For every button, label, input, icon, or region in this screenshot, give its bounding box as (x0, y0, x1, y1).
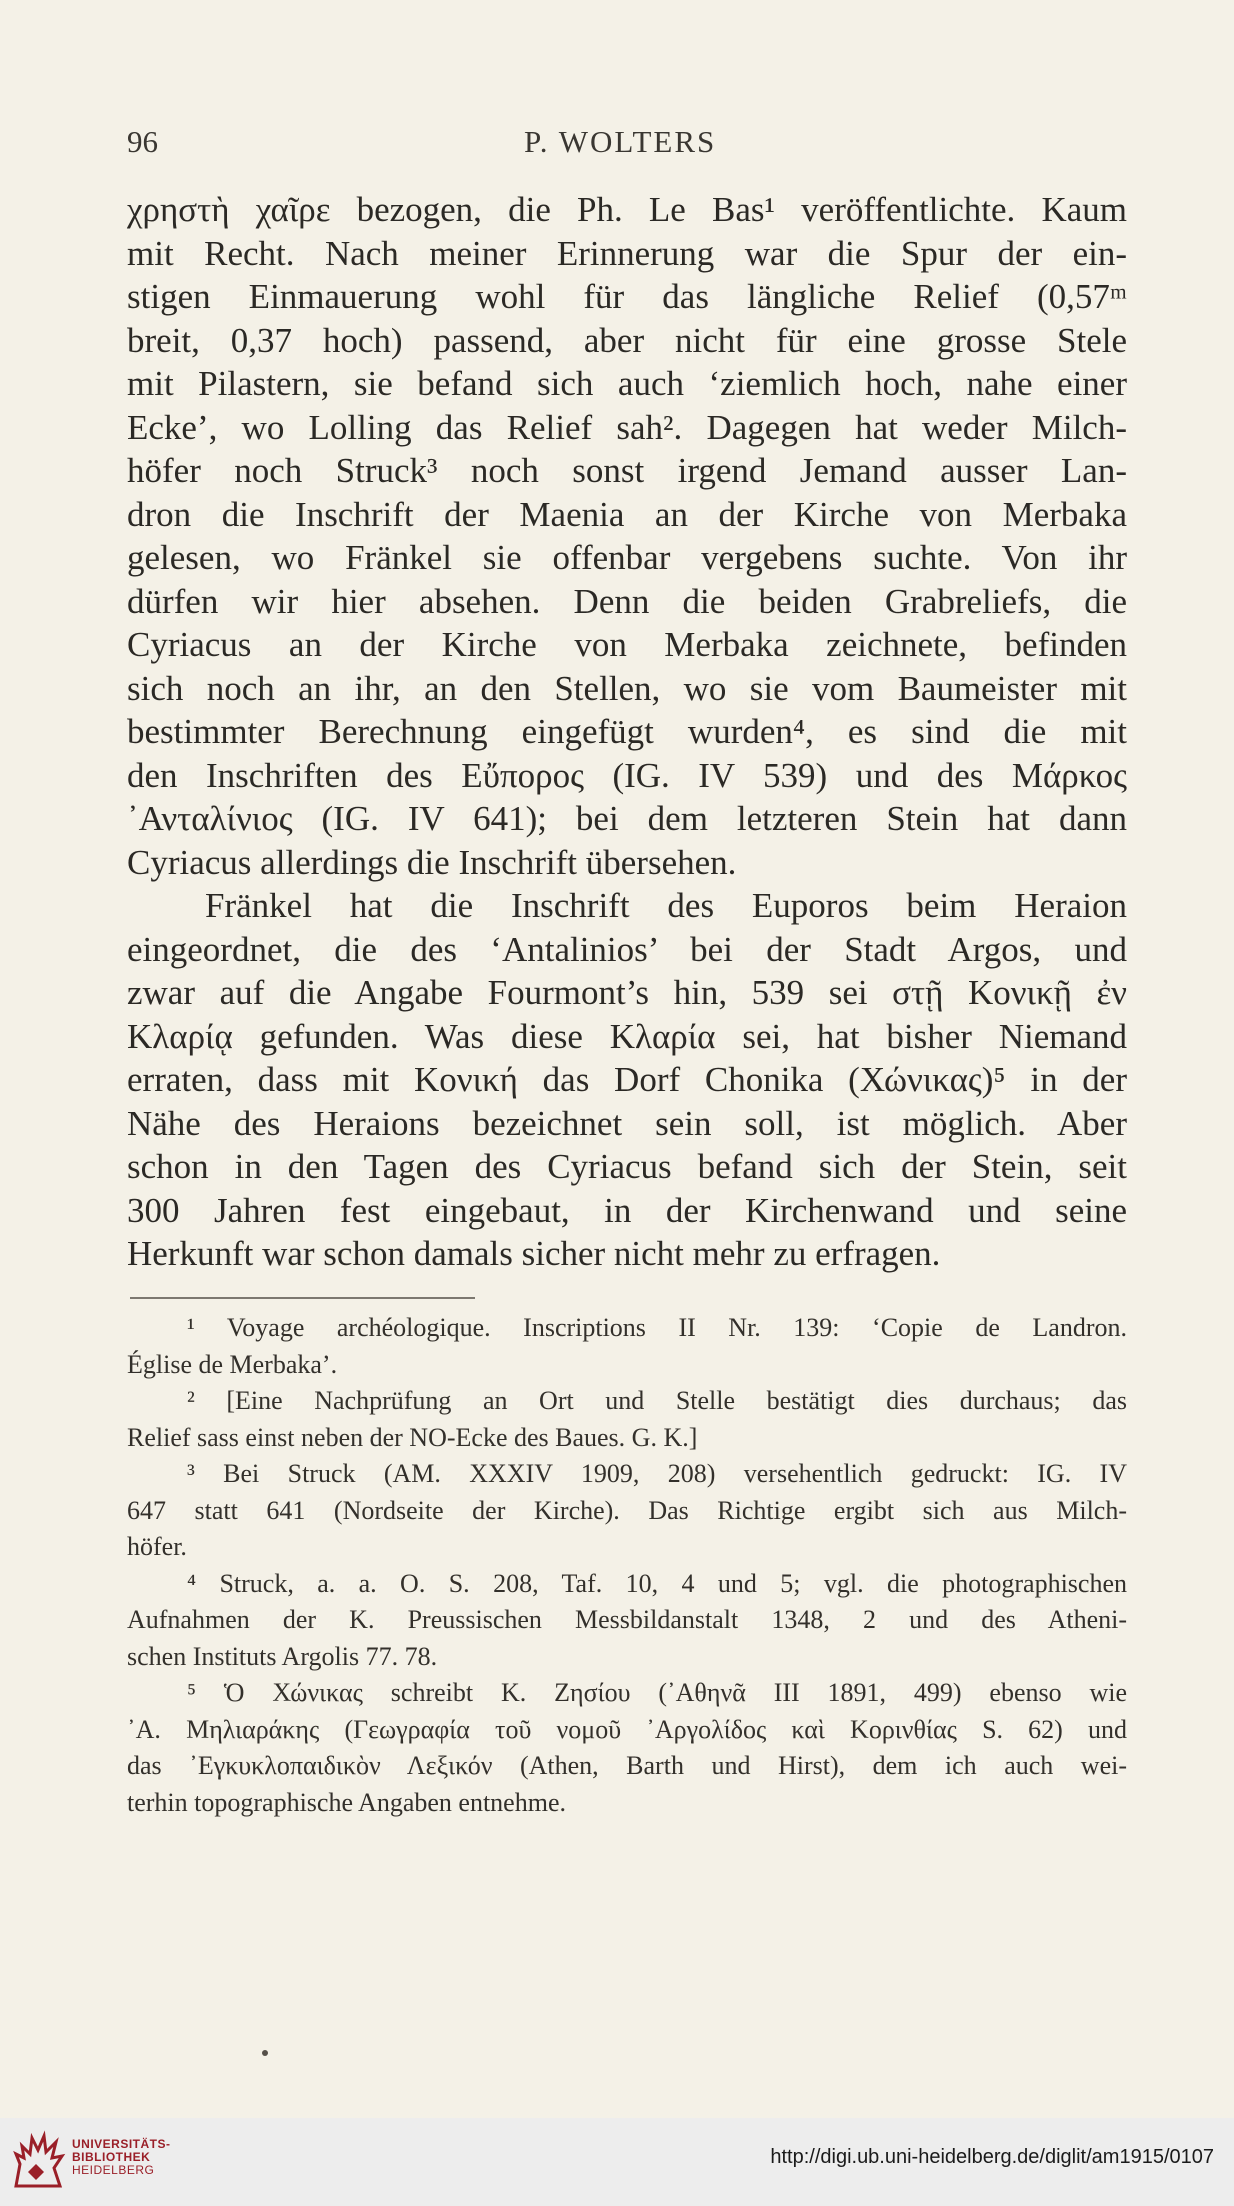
footnote-line: Aufnahmen der K. Preussischen Messbildanstalt 1348, 2 und des Atheni- (127, 1605, 1127, 1634)
footnote-line: 647 statt 641 (Nordseite der Kirche). Das Richtige ergibt sich aus Milch- (127, 1495, 1127, 1525)
footnote-line: schen Instituts Argolis 77. 78. (127, 1641, 438, 1671)
footnote-line: ¹ Voyage archéologique. Inscriptions II Nr. 139: ‘Copie de Landron. (187, 1313, 1127, 1342)
text-line: mit Recht. Nach meiner Erinnerung war die Spur der ein- (127, 233, 1127, 273)
body-text (127, 188, 1127, 1276)
scan-speck (262, 2050, 268, 2056)
footnote-3 (127, 1456, 1127, 1566)
text-line: dürfen wir hier absehen. Denn die beiden Grabreliefs, die (127, 581, 1127, 621)
text-line: Cyriacus an der Kirche von Merbaka zeichnete, befinden (127, 625, 1127, 664)
text-line: Ecke’, wo Lolling das Relief sah². Dagegen hat weder Milch- (127, 407, 1127, 447)
library-name-line: UNIVERSITÄTS- (72, 2137, 171, 2151)
paragraph-2 (127, 884, 1127, 1276)
footnote-line: höfer. (127, 1532, 187, 1561)
footnote-4 (127, 1566, 1127, 1676)
paragraph-1 (127, 188, 1127, 884)
text-line: Fränkel hat die Inschrift des Euporos beim Heraion (205, 886, 1127, 925)
page-number: 96 (127, 124, 158, 159)
library-name-line: BIBLIOTHEK (72, 2150, 151, 2164)
footnote-line: ᾿Α. Μηλιαράκης (Γεωγραφία τοῦ νομοῦ ᾿Αργολίδος καὶ Κορινθίας S. 62) und (127, 1714, 1127, 1744)
footnote-line: terhin topographische Angaben entnehme. (127, 1787, 566, 1817)
footnote-line: ² [Eine Nachprüfung an Ort und Stelle bestätigt dies durchaus; das (187, 1386, 1127, 1415)
footnotes (127, 1310, 1127, 1821)
footnote-line: ⁴ Struck, a. a. O. S. 208, Taf. 10, 4 und 5; vgl. die photographischen (187, 1568, 1127, 1598)
text-line: mit Pilastern, sie befand sich auch ‘ziemlich hoch, nahe einer (127, 364, 1127, 403)
text-line: χρηστὴ χαῖρε bezogen, die Ph. Le Bas¹ veröffentlichte. Kaum (127, 190, 1127, 229)
footnote-2 (127, 1383, 1127, 1456)
text-line: bestimmter Berechnung eingefügt wurden⁴, es sind die mit (127, 712, 1127, 751)
text-line: ᾿Ανταλίνιος (IG. IV 641); bei dem letzteren Stein hat dann (127, 799, 1127, 838)
footnote-separator (130, 1297, 475, 1299)
text-line: 300 Jahren fest eingebaut, in der Kirchenwand und seine (127, 1190, 1127, 1230)
text-line: eingeordnet, die des ‘Antalinios’ bei der Stadt Argos, und (127, 929, 1127, 969)
text-line: den Inschriften des Εὔπορος (IG. IV 539) und des Μάρκος (127, 755, 1127, 795)
text-line: erraten, dass mit Κονική das Dorf Chonika (Χώνικας)⁵ in der (127, 1060, 1127, 1099)
text-line: höfer noch Struck³ noch sonst irgend Jemand ausser Lan- (127, 451, 1127, 490)
footnote-line: Relief sass einst neben der NO-Ecke des Baues. G. K.] (127, 1422, 698, 1452)
footnote-line: Église de Merbaka’. (127, 1349, 338, 1379)
library-name (72, 2138, 171, 2177)
footnote-line: ⁵ Ὁ Χώνικας schreibt K. Ζησίου (᾿Αθηνᾶ III 1891, 499) ebenso wie (187, 1678, 1127, 1707)
text-line: Cyriacus allerdings die Inschrift übersehen. (127, 842, 737, 882)
footer-bar (0, 2118, 1234, 2206)
library-name-line: HEIDELBERG (72, 2163, 155, 2177)
text-line: breit, 0,37 hoch) passend, aber nicht für eine grosse Stele (127, 320, 1127, 360)
text-line: sich noch an ihr, an den Stellen, wo sie vom Baumeister mit (127, 668, 1127, 708)
footnote-1 (127, 1310, 1127, 1383)
text-line: stigen Einmauerung wohl für das längliche Relief (0,57ᵐ (127, 277, 1127, 316)
text-line: Herkunft war schon damals sicher nicht mehr zu erfragen. (127, 1234, 941, 1273)
text-line: Nähe des Heraions bezeichnet sein soll, ist möglich. Aber (127, 1103, 1127, 1143)
text-line: schon in den Tagen des Cyriacus befand sich der Stein, seit (127, 1147, 1127, 1186)
source-url-link[interactable]: http://digi.ub.uni-heidelberg.de/diglit/am1915/0107 (770, 2146, 1214, 2168)
text-line: zwar auf die Angabe Fourmont’s hin, 539 sei στῇ Κονικῇ ἐν (127, 973, 1127, 1012)
text-line: dron die Inschrift der Maenia an der Kirche von Merbaka (127, 494, 1127, 534)
running-head: P. WOLTERS (524, 124, 717, 159)
footnote-line: ³ Bei Struck (AM. XXXIV 1909, 208) versehentlich gedruckt: IG. IV (187, 1459, 1127, 1488)
footnote-line: das ᾿Εγκυκλοπαιδικὸν Λεξικόν (Athen, Barth und Hirst), dem ich auch wei- (127, 1751, 1127, 1780)
text-line: gelesen, wo Fränkel sie offenbar vergebens suchte. Von ihr (127, 538, 1127, 577)
page-header (127, 124, 1127, 164)
text-line: Κλαρίᾳ gefunden. Was diese Κλαρία sei, hat bisher Niemand (127, 1016, 1127, 1056)
footnote-5 (127, 1675, 1127, 1821)
heidelberg-lion-logo-icon (10, 2128, 66, 2192)
